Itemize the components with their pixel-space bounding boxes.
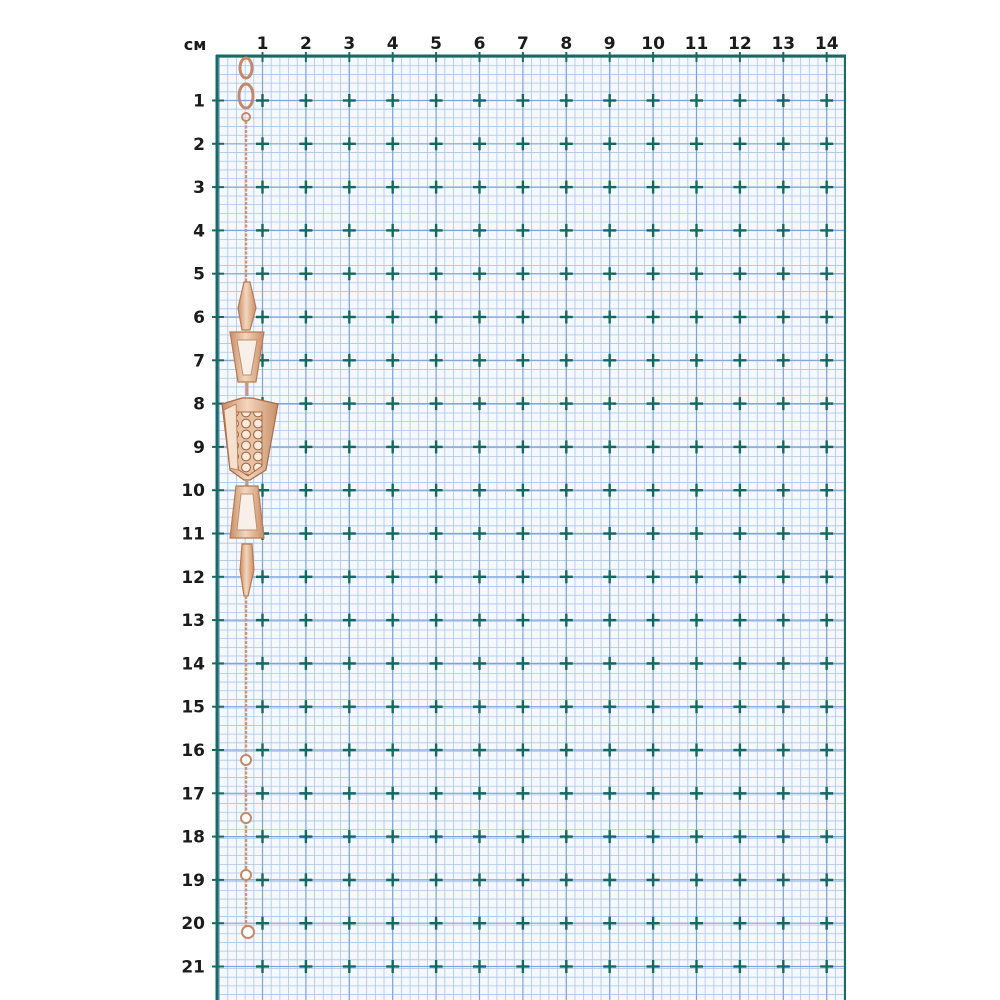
row-label: 18: [181, 827, 205, 848]
column-label: 9: [603, 34, 616, 54]
column-label: 14: [814, 34, 839, 54]
row-label: 20: [181, 914, 205, 935]
row-label: 8: [193, 394, 205, 415]
row-label: 7: [193, 351, 205, 372]
row-label: 11: [181, 524, 205, 545]
column-label: 2: [299, 34, 312, 54]
row-label: 17: [181, 784, 205, 805]
column-label: 11: [684, 34, 709, 54]
row-label: 5: [193, 264, 205, 285]
row-label: 10: [181, 481, 205, 502]
graph-paper: [218, 57, 845, 1000]
column-label: 7: [516, 34, 529, 54]
lower-trapezoid-link: [230, 486, 264, 538]
row-labels: [181, 92, 205, 978]
column-label: 10: [641, 34, 665, 54]
column-label: 6: [473, 34, 486, 54]
column-label: 12: [728, 34, 752, 54]
row-label: 1: [193, 91, 205, 112]
column-label: 1: [256, 34, 269, 54]
row-label: 6: [193, 308, 205, 328]
row-label: 21: [181, 957, 205, 978]
column-label: 13: [771, 34, 796, 54]
column-labels: [257, 34, 839, 54]
row-label: 2: [193, 134, 205, 155]
column-label: 4: [386, 34, 399, 54]
unit-label: см: [183, 35, 207, 54]
column-label: 3: [343, 34, 356, 54]
row-label: 13: [181, 611, 205, 632]
row-label: 4: [193, 221, 205, 242]
row-label: 9: [193, 437, 205, 458]
column-label: 5: [430, 34, 443, 54]
row-label: 15: [181, 697, 205, 718]
row-label: 16: [181, 741, 205, 761]
row-label: 14: [181, 654, 205, 675]
row-label: 3: [193, 178, 205, 199]
column-label: 8: [560, 34, 573, 54]
row-label: 19: [181, 870, 205, 891]
row-label: 12: [181, 567, 205, 588]
